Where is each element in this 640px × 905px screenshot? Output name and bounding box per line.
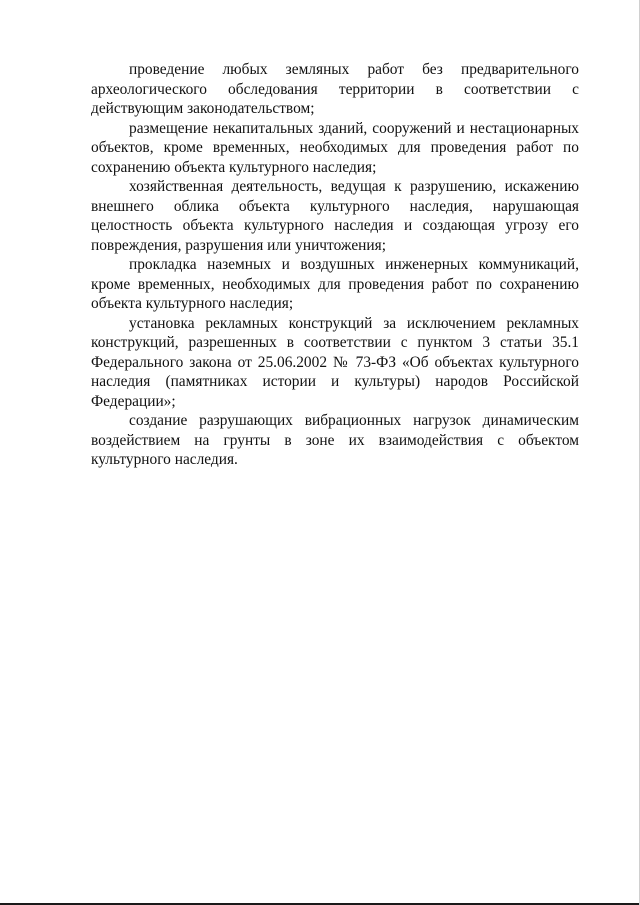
paragraph-advertising: установка рекламных конструкций за исключением рекламных конструкций, разрешенных в соответствии с пунктом 3 статьи 35.1 Федерального закона от 25.06.2002 № 73-ФЗ «Об объектах культурного наследия (памятниках истории и культуры) народов Российской Федерации»; xyxy=(91,314,579,410)
paragraph-earthworks: проведение любых земляных работ без предварительного археологического обследования территории в соответствии с действующим законодательством; xyxy=(91,61,579,117)
document-body xyxy=(91,60,579,470)
paragraph-temporary-structures: размещение некапитальных зданий, сооружений и нестационарных объектов, кроме временных, необходимых для проведения работ по сохранению объекта культурного наследия; xyxy=(91,119,579,176)
paragraph-vibration-loads: создание разрушающих вибрационных нагрузок динамическим воздействием на грунты в зоне их взаимодействия с объектом культурного наследия. xyxy=(91,412,579,468)
paragraph-economic-activity: хозяйственная деятельность, ведущая к разрушению, искажению внешнего облика объекта культурного наследия, нарушающая целостность объекта культурного наследия и создающая угрозу его повреждения, разрушения или уничтожения; xyxy=(91,178,579,254)
paragraph-utilities: прокладка наземных и воздушных инженерных коммуникаций, кроме временных, необходимых для проведения работ по сохранению объекта культурного наследия; xyxy=(91,256,579,312)
